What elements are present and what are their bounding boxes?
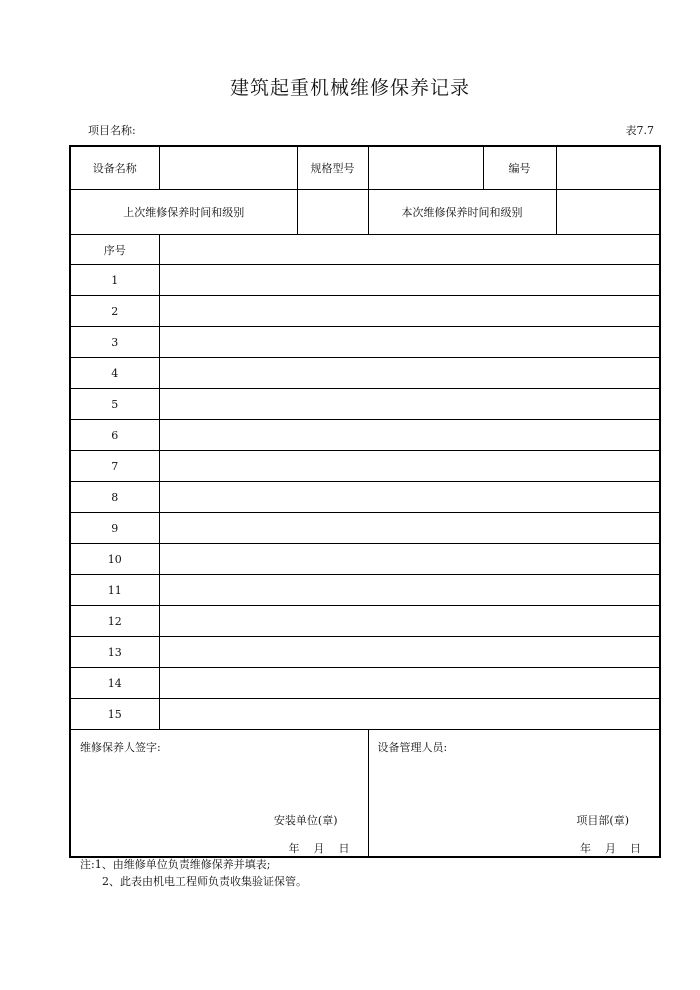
notes <box>80 856 307 890</box>
table-row <box>70 451 660 482</box>
row-content-field[interactable] <box>159 699 660 730</box>
row-content-field[interactable] <box>159 327 660 358</box>
maintainer-date <box>275 840 350 856</box>
maintenance-time-row <box>70 190 660 235</box>
content-header-field[interactable] <box>159 235 660 265</box>
row-index: 4 <box>70 358 159 389</box>
table-row <box>70 699 660 730</box>
row-index: 12 <box>70 606 159 637</box>
serial-no-label: 编号 <box>483 146 556 190</box>
row-index: 6 <box>70 420 159 451</box>
table-row <box>70 296 660 327</box>
row-content-field[interactable] <box>159 265 660 296</box>
day-label: 日 <box>630 842 641 855</box>
signature-row <box>70 730 660 858</box>
serial-no-field[interactable] <box>556 146 660 190</box>
row-index: 2 <box>70 296 159 327</box>
this-maintenance-field[interactable] <box>556 190 660 235</box>
day-label: 日 <box>338 842 350 855</box>
last-maintenance-field[interactable] <box>297 190 368 235</box>
row-content-field[interactable] <box>159 513 660 544</box>
year-label: 年 <box>288 842 300 855</box>
table-row <box>70 265 660 296</box>
maintainer-signature-label: 维修保养人签字: <box>80 741 161 754</box>
row-index: 15 <box>70 699 159 730</box>
model-spec-label: 规格型号 <box>297 146 368 190</box>
row-content-field[interactable] <box>159 482 660 513</box>
row-content-field[interactable] <box>159 575 660 606</box>
table-row <box>70 575 660 606</box>
row-content-field[interactable] <box>159 358 660 389</box>
row-index: 11 <box>70 575 159 606</box>
table-row <box>70 389 660 420</box>
page-title: 建筑起重机械维修保养记录 <box>229 77 470 99</box>
index-header: 序号 <box>70 235 159 265</box>
model-spec-field[interactable] <box>368 146 483 190</box>
row-index: 10 <box>70 544 159 575</box>
manager-signature-cell[interactable] <box>368 730 660 858</box>
table-row <box>70 420 660 451</box>
manager-signature-label: 设备管理人员: <box>377 741 448 754</box>
maintenance-record-table <box>69 145 661 858</box>
row-index: 14 <box>70 668 159 699</box>
row-index: 7 <box>70 451 159 482</box>
row-index: 9 <box>70 513 159 544</box>
row-content-field[interactable] <box>159 668 660 699</box>
equipment-name-field[interactable] <box>159 146 297 190</box>
row-index: 1 <box>70 265 159 296</box>
row-content-field[interactable] <box>159 296 660 327</box>
row-index: 3 <box>70 327 159 358</box>
row-index: 8 <box>70 482 159 513</box>
row-content-field[interactable] <box>159 606 660 637</box>
table-row <box>70 668 660 699</box>
project-dept-stamp-label: 项目部(章) <box>576 814 629 827</box>
this-maintenance-label: 本次维修保养时间和级别 <box>368 190 556 235</box>
last-maintenance-label: 上次维修保养时间和级别 <box>70 190 297 235</box>
table-row <box>70 544 660 575</box>
row-content-field[interactable] <box>159 389 660 420</box>
row-index: 5 <box>70 389 159 420</box>
maintainer-signature-cell[interactable] <box>70 730 368 858</box>
row-content-field[interactable] <box>159 420 660 451</box>
month-label: 月 <box>605 842 616 855</box>
note-1: 注:1、由维修单位负责维修保养并填表; <box>80 858 271 871</box>
manager-date <box>566 840 641 856</box>
table-row <box>70 482 660 513</box>
project-name-label: 项目名称: <box>88 124 136 137</box>
row-content-field[interactable] <box>159 451 660 482</box>
table-row <box>70 637 660 668</box>
note-2: 2、此表由机电工程师负责收集验证保管。 <box>102 875 307 888</box>
table-row <box>70 327 660 358</box>
month-label: 月 <box>313 842 325 855</box>
equipment-name-label: 设备名称 <box>70 146 159 190</box>
table-row <box>70 513 660 544</box>
table-row <box>70 606 660 637</box>
header-row <box>70 146 660 190</box>
record-rows <box>70 265 660 730</box>
index-header-row <box>70 235 660 265</box>
installer-stamp-label: 安装单位(章) <box>273 814 338 827</box>
table-row <box>70 358 660 389</box>
row-content-field[interactable] <box>159 637 660 668</box>
row-content-field[interactable] <box>159 544 660 575</box>
year-label: 年 <box>580 842 591 855</box>
form-number: 表7.7 <box>625 124 654 137</box>
row-index: 13 <box>70 637 159 668</box>
